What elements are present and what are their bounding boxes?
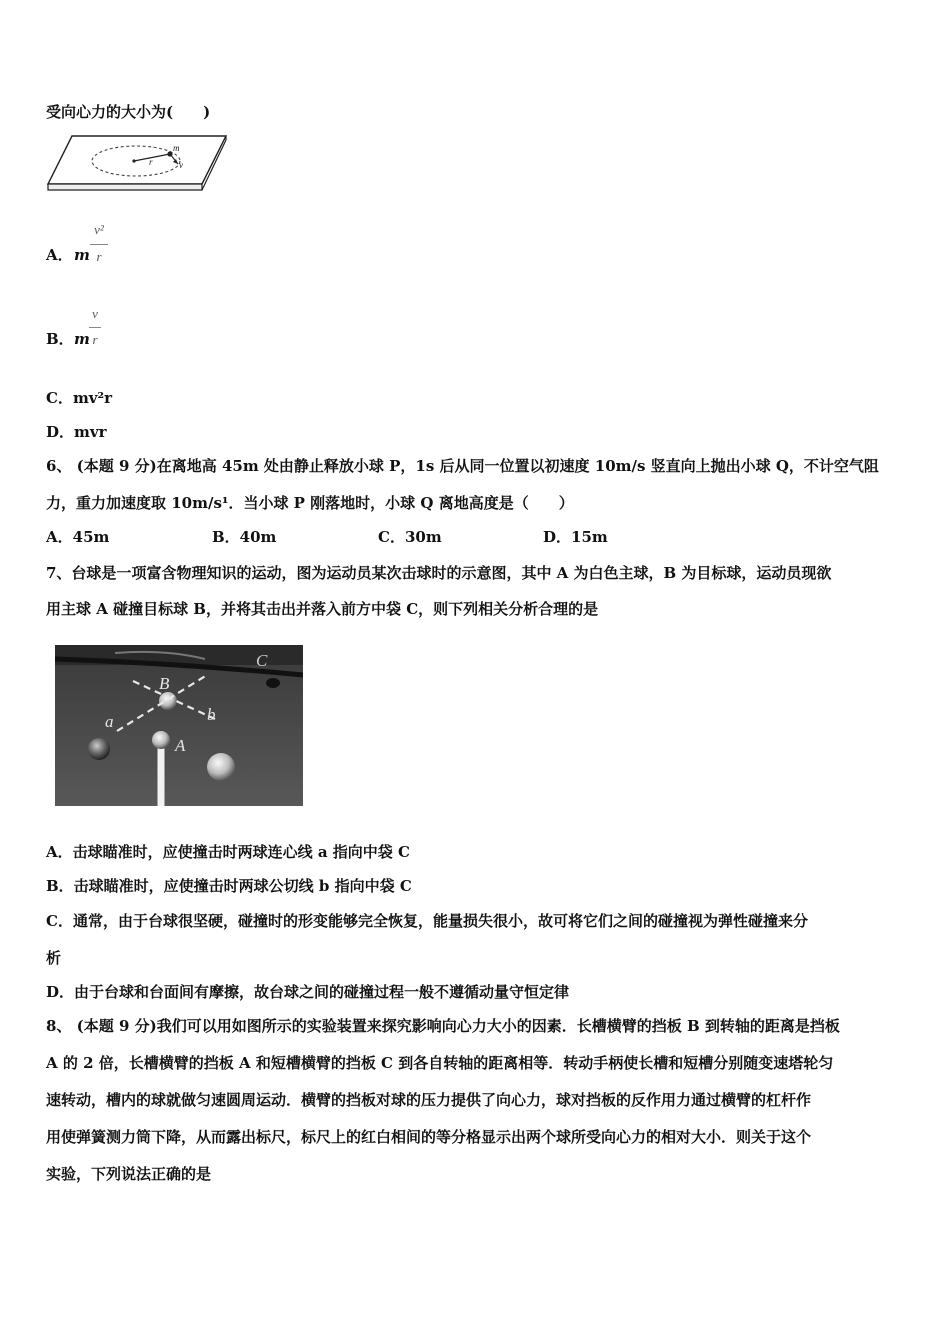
velocity-label: v bbox=[179, 160, 183, 170]
mass-label: m bbox=[173, 143, 180, 153]
pocket-c-label: C bbox=[256, 651, 268, 670]
q7-option-a: A．击球瞄准时，应使撞击时两球连心线 a 指向中袋 C bbox=[46, 843, 410, 861]
q7-option-d: D．由于台球和台面间有摩擦，故台球之间的碰撞过程一般不遵循动量守恒定律 bbox=[46, 983, 570, 1001]
q7-option-b: B．击球瞄准时，应使撞击时两球公切线 b 指向中袋 C bbox=[46, 877, 412, 895]
option-a-fraction-bar bbox=[90, 244, 108, 245]
ball-a-label: A bbox=[175, 736, 186, 755]
line-a-label: a bbox=[105, 712, 114, 731]
option-b-fraction-bar bbox=[89, 327, 101, 328]
q8-stem-line2: A 的 2 倍，长槽横臂的挡板 A 和短槽横臂的挡板 C 到各自转轴的距离相等．转动手柄使长槽和短槽分别随变速塔轮匀 bbox=[46, 1054, 834, 1072]
q7-billiards-photo bbox=[55, 645, 303, 806]
q6-option-b: B．40m bbox=[212, 528, 277, 546]
option-a-m: m bbox=[74, 246, 90, 264]
q6-option-c: C．30m bbox=[378, 528, 442, 546]
q7-stem-line1: 7、台球是一项富含物理知识的运动，图为运动员某次击球时的示意图，其中 A 为白色主球，B 为目标球，运动员现欲 bbox=[46, 564, 832, 582]
option-b-denominator: r bbox=[92, 332, 98, 347]
q8-stem-line5: 实验，下列说法正确的是 bbox=[46, 1165, 212, 1183]
q5-circular-motion-figure bbox=[46, 132, 230, 194]
ball-b-label: B bbox=[159, 674, 170, 693]
option-a-numerator: v² bbox=[94, 222, 104, 237]
q6-option-d: D．15m bbox=[543, 528, 608, 546]
line-b-label: b bbox=[207, 705, 216, 724]
option-b-numerator: v bbox=[92, 306, 98, 321]
option-a-label: A． bbox=[46, 246, 73, 264]
q8-stem-line4: 用使弹簧测力筒下降，从而露出标尺，标尺上的红白相间的等分格显示出两个球所受向心力的相对大小．则关于这个 bbox=[46, 1128, 812, 1146]
q6-stem-line1: 6、 (本题 9 分)在离地高 45m 处由静止释放小球 P，1s 后从同一位置以初速度 10m/s 竖直向上抛出小球 Q，不计空气阻 bbox=[46, 457, 879, 475]
q7-option-c-line1: C．通常，由于台球很坚硬，碰撞时的形变能够完全恢复，能量损失很小，故可将它们之间的碰撞视为弹性碰撞来分 bbox=[46, 912, 808, 930]
q5-option-c: C．mv²r bbox=[46, 389, 112, 407]
radius-label: r bbox=[149, 157, 153, 167]
q5-option-d: D．mvr bbox=[46, 423, 107, 441]
option-b-m: m bbox=[74, 330, 90, 348]
q5-stem: 受向心力的大小为( ) bbox=[46, 103, 211, 121]
q7-stem-line2: 用主球 A 碰撞目标球 B，并将其击出并落入前方中袋 C，则下列相关分析合理的是 bbox=[46, 600, 599, 618]
q6-stem-line2: 力，重力加速度取 10m/s¹．当小球 P 刚落地时，小球 Q 离地高度是（ ） bbox=[46, 494, 574, 512]
q8-stem-line3: 速转动，槽内的球就做匀速圆周运动．横臂的挡板对球的压力提供了向心力，球对挡板的反作用力通过横臂的杠杆作 bbox=[46, 1091, 812, 1109]
q7-option-c-line2: 析 bbox=[46, 949, 62, 967]
option-a-denominator: r bbox=[96, 249, 102, 264]
q8-stem-line1: 8、 (本题 9 分)我们可以用如图所示的实验装置来探究影响向心力大小的因素．长槽横臂的挡板 B 到转轴的距离是挡板 bbox=[46, 1017, 840, 1035]
q6-option-a: A．45m bbox=[46, 528, 110, 546]
option-b-label: B． bbox=[46, 330, 74, 348]
